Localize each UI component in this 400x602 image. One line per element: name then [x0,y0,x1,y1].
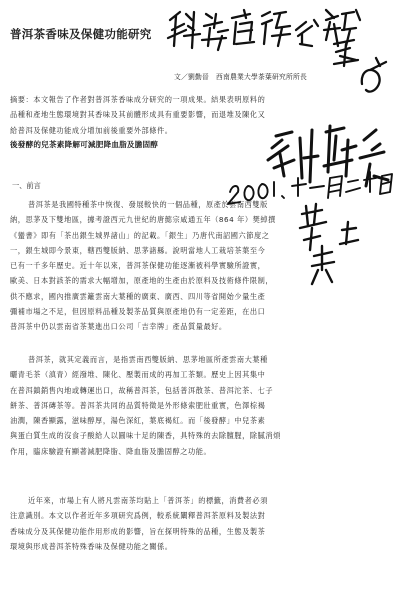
paragraph-line: 已有一千多年歷史。近十年以來，普洱茶保健功能逐漸被科學實驗所證實， [10,261,266,271]
lower-calligraphy [300,204,358,284]
article-title: 普洱茶香味及保健功能研究 [10,27,152,41]
paragraph-line: 近年來，市場上有人將凡雲南茶均貼上「普洱茶」的標籤，消費者必須 [28,496,268,505]
paragraph-line: 歐美、日本對該茶的需求大幅增加，原產地的生產由於原料及技術條件限制， [10,276,274,286]
paragraph-line: 與蛋白質生成的沒食子酸給人以圓味十足的陳香，具特殊的去除膻腥，除膩消煩 [10,431,281,441]
paragraph-line: 供不應求，國內推廣雲籬雲南大葉種的廣東、廣西、四川等省開始少量生產 [10,291,266,301]
section-heading: 一、前言 [12,181,41,190]
paragraph-line: 納，思茅及下雙地區，據考證西元九世紀的唐懿宗咸通五年（864 年）樊綽撰 [10,215,276,225]
section-subtitle: 後發酵的兒茶素降解可減肥降血脂及膽固醇 [10,140,159,149]
paragraph-line: 一，銀生城即今景東，轄西雙版納、思茅諸縣。說明當地人工栽培茶葉至今 [10,245,266,255]
paragraph-line: 注意識別。本文以作者近年多項研究爲例，較系統闡釋普洱茶原料及製法對 [10,511,266,521]
paragraph-line: 香味成分及其保健功能作用形成的影響，旨在探明特殊的品種，生態及製茶 [10,526,266,536]
abstract-line: 給普洱及保健功能成分增加前後重要外部條件。 [10,125,173,135]
abstract-line: 摘要：本文報告了作者對普洱茶香味成分研究的一項成果。結果表明原料的 [10,95,266,104]
paragraph-line: 油潤，陳香顯露，滋味醇厚，湯色深紅，葉底褐紅。而「後發酵」中兒茶素 [10,416,266,426]
top-calligraphy [168,10,386,92]
paragraph-line: 環境與形成普洱茶特殊香味及保健功能之關係。 [10,541,173,551]
paragraph-line: 《蠻書》即有「茶出銀生城界諸山」的記載。「銀生」乃唐代南詔國六節度之 [10,230,270,240]
abstract-line: 品種和產地生態環境對其香味及其前體形成具有重要影響，而退堆及陳化又 [10,110,266,120]
paragraph-line: 普洱茶是我國特種茶中恢復、發展較快的一個品種，原產於雲南西雙版 [28,200,268,209]
paragraph-line: 曬青毛茶（滇青）經潑堆、陳化、壓製而成的再加工茶類。歷史上因其集中 [10,370,266,380]
paragraph-line: 在普洱鎮銷售內地或轉運出口，故稱普洱茶，包括普洱散茶、普洱沱茶、七子 [10,385,274,395]
paragraph-line: 普洱茶中仍以雲南省茶葉進出口公司「吉幸牌」產品質量最好。 [10,322,227,332]
paragraph-line: 作用，臨床驗證有顯著減肥降脂、降血脂及膽固醇之功能。 [10,446,212,456]
paragraph-line: 普洱茶，就其定義而言，是指雲南西雙版納、思茅地區所產雲南大葉種 [28,355,268,364]
paragraph-line: 彌補市場之不足，但因原料品種及製茶品質與原產地仍有一定差距，在出口 [10,307,266,317]
paragraph-line: 餅茶、普洱磚茶等。普洱茶共同的品質特徵是外形條索肥壯重實，色澤棕褐 [10,400,266,410]
author-line: 文／劉勤晉 西南農業大學茶葉研究所所長 [174,73,307,81]
